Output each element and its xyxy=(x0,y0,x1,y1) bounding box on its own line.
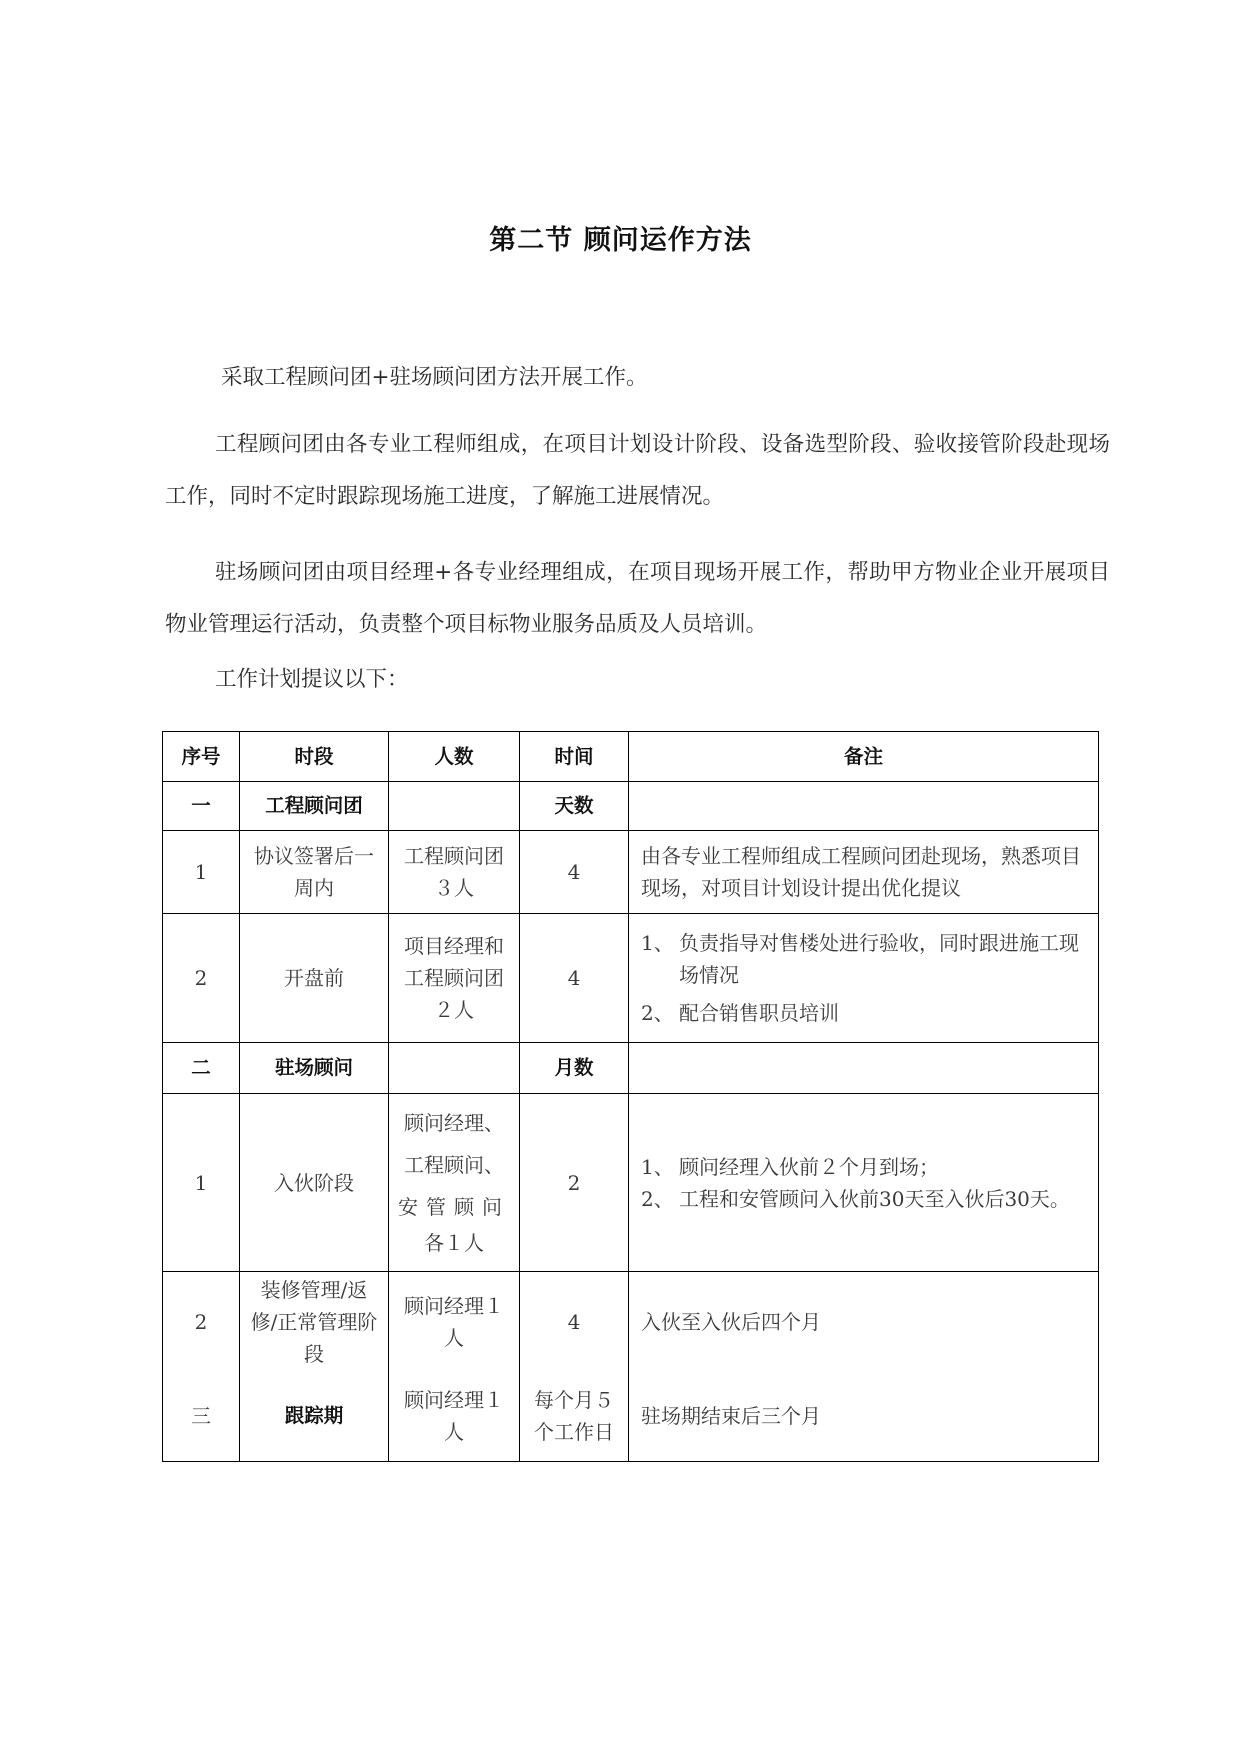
row-no: 2 xyxy=(163,1272,240,1372)
note-item-text: 负责指导对售楼处进行验收，同时跟进施工现场情况 xyxy=(679,931,1079,987)
section-no: 二 xyxy=(163,1043,240,1094)
header-note: 备注 xyxy=(629,732,1099,782)
header-no: 序号 xyxy=(163,732,240,782)
table-row xyxy=(163,1272,1099,1372)
row-time: 4 xyxy=(520,1272,629,1372)
note-item-text: 配合销售职员培训 xyxy=(679,1001,839,1025)
paragraph-onsite-team: 驻场顾问团由项目经理+各专业经理组成，在项目现场开展工作，帮助甲方物业企业开展项目物业管理运行活动，负责整个项目标物业服务品质及人员培训。 xyxy=(165,560,1110,637)
section-people xyxy=(389,1043,520,1094)
row-stage xyxy=(240,1272,389,1372)
note-item-index: 2、 xyxy=(641,1001,674,1025)
row-people xyxy=(389,1372,520,1462)
table-row xyxy=(163,914,1099,1043)
row-people-line: 工程顾问、 xyxy=(404,1152,504,1177)
row-no: 1 xyxy=(163,831,240,914)
note-item xyxy=(641,1151,1088,1183)
note-item-text: 工程和安管顾问入伙前30天至入伙后30天。 xyxy=(679,1186,1070,1211)
row-time-text: 每个月５个工作日 xyxy=(534,1388,614,1445)
row-stage: 入伙阶段 xyxy=(240,1094,389,1272)
row-no: 1 xyxy=(163,1094,240,1272)
section-stage: 驻场顾问 xyxy=(240,1043,389,1094)
row-stage: 跟踪期 xyxy=(240,1372,389,1462)
row-no: 三 xyxy=(163,1372,240,1462)
row-time: 2 xyxy=(520,1094,629,1272)
section-note xyxy=(629,1043,1099,1094)
row-people-text: 顾问经理１人 xyxy=(404,1388,504,1445)
row-people xyxy=(389,1272,520,1372)
row-stage-text: 协议签署后一周内 xyxy=(254,844,374,900)
section-row-onsite xyxy=(163,1043,1099,1094)
note-list xyxy=(641,1151,1088,1215)
table-row xyxy=(163,1372,1099,1462)
note-item-index: 1、 xyxy=(641,1154,674,1179)
row-note xyxy=(629,1094,1099,1272)
row-time xyxy=(520,1372,629,1462)
row-time: 4 xyxy=(520,914,629,1043)
row-people-line: 安管顾问 xyxy=(398,1194,510,1219)
row-no: 2 xyxy=(163,914,240,1043)
row-people xyxy=(389,914,520,1043)
row-people-text: 顾问经理１人 xyxy=(404,1293,504,1350)
note-item xyxy=(641,997,1088,1029)
row-note xyxy=(629,914,1099,1043)
section-no: 一 xyxy=(163,782,240,831)
row-people-line: 各１人 xyxy=(424,1230,484,1255)
row-note: 入伙至入伙后四个月 xyxy=(629,1272,1099,1372)
section-people xyxy=(389,782,520,831)
table-row xyxy=(163,831,1099,914)
row-stage xyxy=(240,831,389,914)
section-time-unit: 天数 xyxy=(520,782,629,831)
paragraph-plan-intro: 工作计划提议以下： xyxy=(215,667,409,692)
row-stage: 开盘前 xyxy=(240,914,389,1043)
work-plan-table xyxy=(162,731,1099,1462)
header-people: 人数 xyxy=(389,732,520,782)
table-header-row xyxy=(163,732,1099,782)
row-stage-text: 装修管理/返修/正常管理阶段 xyxy=(250,1277,378,1366)
header-stage: 时段 xyxy=(240,732,389,782)
header-time: 时间 xyxy=(520,732,629,782)
section-stage: 工程顾问团 xyxy=(240,782,389,831)
section-row-engineering xyxy=(163,782,1099,831)
row-people-text: 项目经理和工程顾问团２人 xyxy=(404,934,504,1022)
note-list xyxy=(641,927,1088,1029)
paragraph-engineering-team: 工程顾问团由各专业工程师组成，在项目计划设计阶段、设备选型阶段、验收接管阶段赴现场工作，同时不定时跟踪现场施工进度，了解施工进展情况。 xyxy=(165,432,1110,509)
row-people-line: 顾问经理、 xyxy=(404,1110,504,1135)
row-time: 4 xyxy=(520,831,629,914)
note-item-index: 1、 xyxy=(641,931,674,955)
section-time-unit: 月数 xyxy=(520,1043,629,1094)
note-item xyxy=(641,1183,1088,1215)
note-item-text: 顾问经理入伙前２个月到场； xyxy=(679,1154,939,1179)
row-people xyxy=(389,1094,520,1272)
row-people xyxy=(389,831,520,914)
note-item-index: 2、 xyxy=(641,1186,674,1211)
row-note: 驻场期结束后三个月 xyxy=(629,1372,1099,1462)
section-note xyxy=(629,782,1099,831)
row-note: 由各专业工程师组成工程顾问团赴现场，熟悉项目现场，对项目计划设计提出优化提议 xyxy=(629,831,1099,914)
paragraph-intro: 采取工程顾问团+驻场顾问团方法开展工作。 xyxy=(221,365,648,390)
note-item xyxy=(641,927,1088,991)
page-title: 第二节 顾问运作方法 xyxy=(489,225,752,256)
row-people-text: 工程顾问团３人 xyxy=(404,844,504,900)
table-row xyxy=(163,1094,1099,1272)
